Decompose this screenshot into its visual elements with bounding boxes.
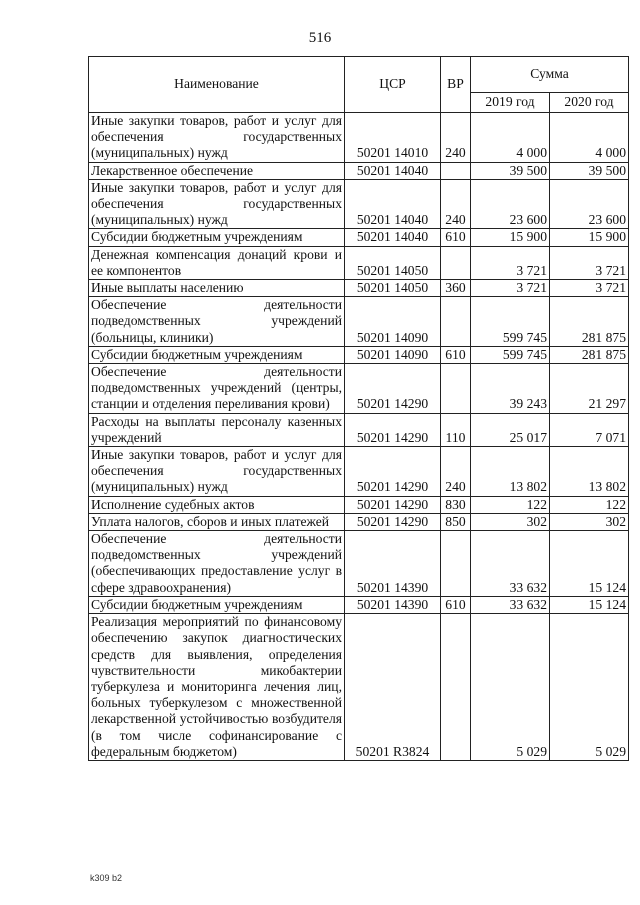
row-name-cell: Субсидии бюджетным учреждениям (89, 596, 345, 613)
row-vr-cell: 240 (441, 113, 471, 163)
row-sum-2019-cell: 15 900 (471, 229, 550, 246)
table-body (89, 113, 629, 761)
row-name-cell: Обеспечение деятельности подведомственных учреждений (больницы, клиники) (89, 297, 345, 347)
page-number: 516 (308, 30, 332, 46)
row-sum-2020-cell: 39 500 (550, 162, 629, 179)
row-sum-2019-cell: 25 017 (471, 413, 550, 446)
row-sum-2020-cell: 122 (550, 496, 629, 513)
row-vr-cell: 610 (441, 346, 471, 363)
row-sum-2020-cell: 281 875 (550, 297, 629, 347)
row-sum-2019-cell: 39 500 (471, 162, 550, 179)
row-sum-2020-cell: 15 124 (550, 531, 629, 597)
header-year-2019: 2019 год (471, 93, 550, 113)
row-sum-2019-cell: 4 000 (471, 113, 550, 163)
row-csr-cell: 50201 14390 (345, 596, 441, 613)
row-vr-cell (441, 162, 471, 179)
row-vr-cell (441, 614, 471, 761)
row-name-cell: Иные выплаты населению (89, 280, 345, 297)
row-vr-cell: 360 (441, 280, 471, 297)
row-csr-cell: 50201 14040 (345, 229, 441, 246)
table-row (89, 246, 629, 279)
row-sum-2019-cell: 5 029 (471, 614, 550, 761)
row-vr-cell (441, 297, 471, 347)
row-sum-2020-cell: 15 900 (550, 229, 629, 246)
row-csr-cell: 50201 14290 (345, 496, 441, 513)
table-row (89, 113, 629, 163)
row-sum-2020-cell: 21 297 (550, 364, 629, 414)
table-row (89, 496, 629, 513)
row-sum-2019-cell: 33 632 (471, 596, 550, 613)
row-sum-2020-cell: 7 071 (550, 413, 629, 446)
row-csr-cell: 50201 R3824 (345, 614, 441, 761)
row-csr-cell: 50201 14010 (345, 113, 441, 163)
row-name-cell: Обеспечение деятельности подведомственных учреждений (центры, станции и отделения переливания крови) (89, 364, 345, 414)
row-csr-cell: 50201 14290 (345, 447, 441, 497)
row-vr-cell (441, 246, 471, 279)
footer-code: k309 b2 (90, 873, 123, 883)
table-row (89, 346, 629, 363)
table-row (89, 179, 629, 229)
row-vr-cell: 830 (441, 496, 471, 513)
table-row (89, 229, 629, 246)
row-csr-cell: 50201 14090 (345, 346, 441, 363)
row-vr-cell (441, 531, 471, 597)
table-row (89, 513, 629, 530)
row-name-cell: Иные закупки товаров, работ и услуг для обеспечения государственных (муниципальных) нужд (89, 113, 345, 163)
table-row (89, 531, 629, 597)
table-row (89, 162, 629, 179)
row-name-cell: Лекарственное обеспечение (89, 162, 345, 179)
row-sum-2020-cell: 3 721 (550, 280, 629, 297)
row-name-cell: Иные закупки товаров, работ и услуг для обеспечения государственных (муниципальных) нужд (89, 179, 345, 229)
row-sum-2019-cell: 302 (471, 513, 550, 530)
row-sum-2019-cell: 122 (471, 496, 550, 513)
row-vr-cell: 850 (441, 513, 471, 530)
header-csr: ЦСР (345, 57, 441, 113)
row-vr-cell: 610 (441, 596, 471, 613)
row-sum-2019-cell: 13 802 (471, 447, 550, 497)
table-row (89, 413, 629, 446)
row-sum-2019-cell: 3 721 (471, 280, 550, 297)
row-name-cell: Денежная компенсация донаций крови и ее компонентов (89, 246, 345, 279)
table-row (89, 614, 629, 761)
row-csr-cell: 50201 14040 (345, 179, 441, 229)
header-sum: Сумма (471, 57, 629, 93)
row-csr-cell: 50201 14290 (345, 513, 441, 530)
budget-table (88, 56, 629, 761)
row-vr-cell: 240 (441, 447, 471, 497)
row-vr-cell: 610 (441, 229, 471, 246)
row-csr-cell: 50201 14090 (345, 297, 441, 347)
row-name-cell: Иные закупки товаров, работ и услуг для обеспечения государственных (муниципальных) нужд (89, 447, 345, 497)
row-vr-cell: 240 (441, 179, 471, 229)
row-name-cell: Обеспечение деятельности подведомственных учреждений (обеспечивающих предоставление услуг в сфере здравоохранения) (89, 531, 345, 597)
header-name: Наименование (89, 57, 345, 113)
row-sum-2019-cell: 33 632 (471, 531, 550, 597)
table-row (89, 364, 629, 414)
table-row (89, 447, 629, 497)
row-name-cell: Субсидии бюджетным учреждениям (89, 229, 345, 246)
row-name-cell: Субсидии бюджетным учреждениям (89, 346, 345, 363)
table-header (89, 57, 629, 113)
row-sum-2020-cell: 5 029 (550, 614, 629, 761)
row-sum-2019-cell: 599 745 (471, 346, 550, 363)
row-csr-cell: 50201 14290 (345, 364, 441, 414)
row-sum-2019-cell: 599 745 (471, 297, 550, 347)
row-name-cell: Реализация мероприятий по финансовому обеспечению закупок диагностических средств для выявления, определения чувствительности микобактерии туберкулеза и мониторинга лечения лиц, больных туберкулезом с множественной лекарственной устойчивостью возбудителя (в том числе софинансирование с федеральным бюджетом) (89, 614, 345, 761)
row-sum-2019-cell: 23 600 (471, 179, 550, 229)
row-vr-cell (441, 364, 471, 414)
table-row (89, 297, 629, 347)
row-csr-cell: 50201 14050 (345, 280, 441, 297)
row-csr-cell: 50201 14040 (345, 162, 441, 179)
row-sum-2020-cell: 302 (550, 513, 629, 530)
row-sum-2020-cell: 15 124 (550, 596, 629, 613)
row-csr-cell: 50201 14290 (345, 413, 441, 446)
row-sum-2020-cell: 3 721 (550, 246, 629, 279)
row-sum-2020-cell: 13 802 (550, 447, 629, 497)
table-row (89, 280, 629, 297)
row-sum-2020-cell: 23 600 (550, 179, 629, 229)
row-name-cell: Уплата налогов, сборов и иных платежей (89, 513, 345, 530)
row-name-cell: Исполнение судебных актов (89, 496, 345, 513)
header-year-2020: 2020 год (550, 93, 629, 113)
row-name-cell: Расходы на выплаты персоналу казенных учреждений (89, 413, 345, 446)
header-vr: ВР (441, 57, 471, 113)
row-csr-cell: 50201 14390 (345, 531, 441, 597)
row-vr-cell: 110 (441, 413, 471, 446)
row-sum-2019-cell: 39 243 (471, 364, 550, 414)
row-sum-2020-cell: 281 875 (550, 346, 629, 363)
table-row (89, 596, 629, 613)
row-sum-2020-cell: 4 000 (550, 113, 629, 163)
row-csr-cell: 50201 14050 (345, 246, 441, 279)
row-sum-2019-cell: 3 721 (471, 246, 550, 279)
